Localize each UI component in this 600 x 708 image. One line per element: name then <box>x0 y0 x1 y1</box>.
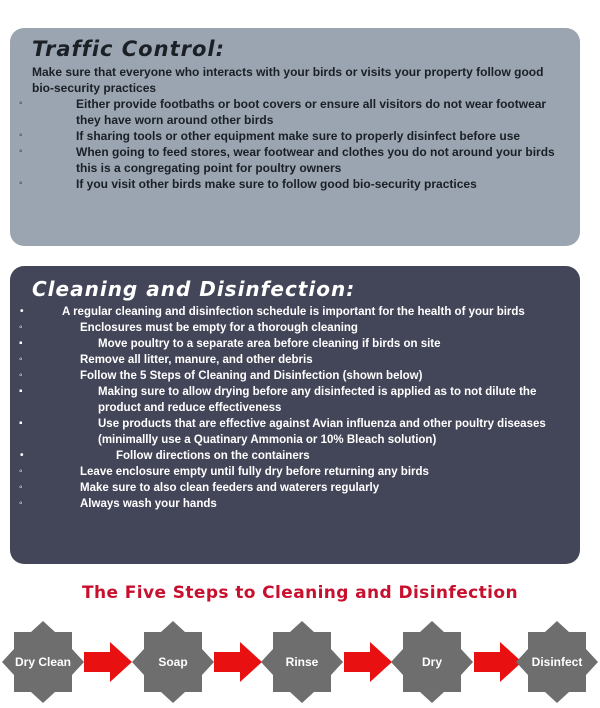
cleaning-disinfection-title: Cleaning and Disinfection: <box>32 277 356 301</box>
five-steps-diagram <box>0 620 600 706</box>
list-item: ▪ Move poultry to a separate area before cleaning if birds on site <box>32 336 560 352</box>
list-item: ◦ Either provide footbaths or boot covers or ensure all visitors do not wear footwear they have worn around other birds <box>32 96 560 128</box>
list-item: ◦ Remove all litter, manure, and other debris <box>32 352 560 368</box>
step-label: Disinfect <box>531 655 583 669</box>
list-item: • A regular cleaning and disinfection schedule is important for the health of your birds <box>32 304 560 320</box>
list-item: • Follow directions on the containers <box>32 448 560 464</box>
list-item: ◦ Enclosures must be empty for a thorough cleaning <box>32 320 560 336</box>
step-label: Rinse <box>285 655 319 669</box>
list-item: ◦ If you visit other birds make sure to follow good bio-security practices <box>32 176 560 192</box>
step-label: Soap <box>158 655 188 669</box>
list-item: ◦ Follow the 5 Steps of Cleaning and Disinfection (shown below) <box>32 368 560 384</box>
traffic-control-intro: Make sure that everyone who interacts with your birds or visits your property follow good bio-security practices <box>32 65 544 95</box>
step-soap <box>131 620 215 704</box>
list-item: ◦ When going to feed stores, wear footwear and clothes you do not around your birds this is a congregating point for poultry owners <box>32 144 560 176</box>
step-dry-clean <box>1 620 85 704</box>
list-item: ▪ Making sure to allow drying before any disinfected is applied as to not dilute the product and reduce effectiveness <box>32 384 560 416</box>
step-disinfect <box>515 620 599 704</box>
list-item: ◦ Always wash your hands <box>32 496 560 512</box>
five-steps-title: The Five Steps to Cleaning and Disinfection <box>82 583 518 603</box>
step-label: Dry Clean <box>14 655 72 669</box>
right-arrow-icon <box>344 642 392 682</box>
right-arrow-icon <box>84 642 132 682</box>
step-dry <box>390 620 474 704</box>
step-rinse <box>260 620 344 704</box>
list-item: ◦ If sharing tools or other equipment make sure to properly disinfect before use <box>32 128 560 144</box>
list-item: ▪ Use products that are effective against Avian influenza and other poultry diseases (minimallly use a Quatinary Ammonia or 10% Bleach solution) <box>32 416 560 448</box>
traffic-control-card <box>10 28 580 246</box>
traffic-control-list <box>32 96 560 192</box>
traffic-control-title: Traffic Control: <box>32 37 225 61</box>
cleaning-disinfection-card <box>10 266 580 564</box>
list-item: ◦ Make sure to also clean feeders and waterers regularly <box>32 480 560 496</box>
list-item: ◦ Leave enclosure empty until fully dry before returning any birds <box>32 464 560 480</box>
right-arrow-icon <box>214 642 262 682</box>
step-label: Dry <box>421 655 442 669</box>
cleaning-disinfection-list <box>32 304 560 512</box>
